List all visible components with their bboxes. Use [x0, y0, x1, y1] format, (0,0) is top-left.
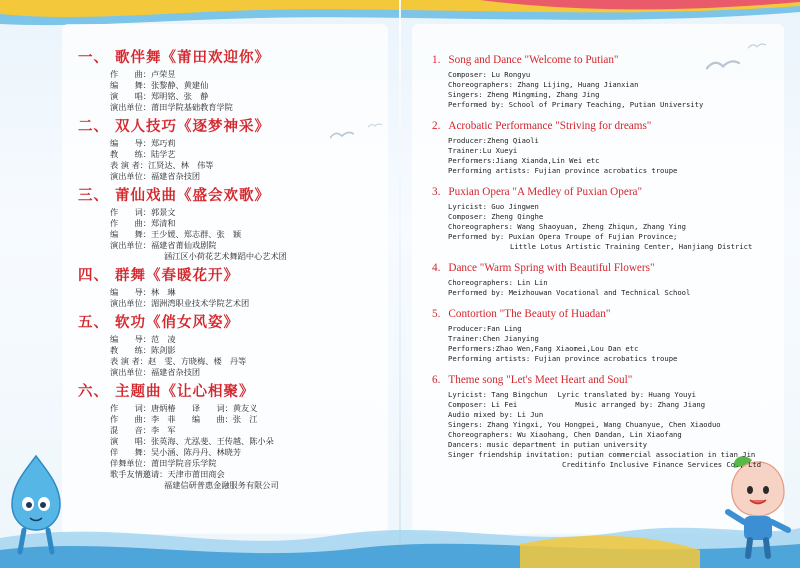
credit-text: 伴 舞：吴小涵、陈丹丹、林晓芳 — [110, 447, 242, 457]
page-fold-seam — [399, 0, 401, 568]
program-number: 五、 — [78, 314, 109, 331]
program-name: 歌伴舞《莆田欢迎你》 — [115, 49, 270, 66]
credit-text: 混 音：李 军 — [110, 425, 176, 435]
program-number: 三、 — [78, 187, 109, 204]
program-number: 1. — [432, 54, 441, 66]
credit-text: Composer: Li Fei — [448, 400, 518, 409]
program-number: 六、 — [78, 383, 109, 400]
english-program-list — [432, 53, 777, 479]
credit-line — [78, 218, 388, 229]
credit-text: 作 曲：李 菲 编 曲：张 江 — [110, 414, 258, 424]
program-title — [78, 314, 388, 332]
credit-text: 作 曲：卢荣昱 — [110, 69, 176, 79]
credit-text: 演 唱：郑明铭、张 静 — [110, 91, 209, 101]
seagull-icon — [748, 42, 766, 50]
credit-line: Composer: Zheng Qinghe — [448, 212, 544, 221]
credit-text: 编 导：范 凌 — [110, 334, 176, 344]
credit-line: Creditinfo Inclusive Finance Services Co., Ltd — [562, 460, 762, 469]
program-title — [78, 118, 388, 136]
credit-text: Music arranged by: Zhang Jiang — [575, 400, 706, 409]
credit-line: Producer:Fan Ling — [448, 324, 522, 333]
program-number: 4. — [432, 262, 441, 274]
credit-line: Producer:Zheng Qiaoli — [448, 136, 539, 145]
credit-text: 教 练：陈剑影 — [110, 345, 176, 355]
credit-line — [78, 458, 388, 469]
credit-line: Singer friendship invitation: putian commercial association in tian Jin — [448, 450, 756, 459]
credit-text: 表 演 者：赵 雯、方晓梅、楼 丹等 — [110, 356, 247, 366]
program-number: 3. — [432, 186, 441, 198]
credit-text: 编 导：林 琳 — [110, 287, 176, 297]
program-name: Song and Dance "Welcome to Putian" — [448, 54, 619, 66]
program-number: 二、 — [78, 118, 109, 135]
credit-line — [78, 160, 388, 171]
credit-line — [78, 102, 388, 113]
credit-text: 歌手友情邀请：天津市莆田商会 — [110, 469, 225, 479]
credit-line — [78, 356, 388, 367]
credit-line — [78, 207, 388, 218]
credit-line: Trainer:Lu Xueyi — [448, 146, 518, 155]
credit-text: 伴舞单位：莆田学院音乐学院 — [110, 458, 217, 468]
credit-line — [78, 91, 388, 102]
credit-line: 涵江区小荷花艺术舞蹈中心艺术团 — [164, 251, 287, 261]
credit-line — [78, 447, 388, 458]
program-title — [432, 185, 777, 199]
program-item-3-zh — [78, 187, 388, 262]
credit-line: Choreographers: Wang Shaoyuan, Zheng Zhiqun, Zhang Ying — [448, 222, 686, 231]
program-title — [78, 383, 388, 401]
program-title — [432, 373, 777, 387]
program-name: Theme song "Let's Meet Heart and Soul" — [448, 374, 633, 386]
program-item-1-zh — [78, 49, 388, 113]
program-name: 双人技巧《逐梦神采》 — [115, 118, 270, 135]
program-name: 软功《俏女风姿》 — [115, 314, 239, 331]
credit-text: 编 导：郑巧莉 — [110, 138, 176, 148]
chinese-program-list — [78, 49, 388, 496]
program-item-2-zh — [78, 118, 388, 182]
credit-text: 作 词：郭景文 — [110, 207, 176, 217]
credit-line — [78, 469, 388, 480]
credit-line: Lyricist: Guo Jingwen — [448, 202, 539, 211]
credit-line: Performing artists: Fujian province acrobatics troupe — [448, 166, 678, 175]
program-name: 主题曲《让心相聚》 — [115, 383, 255, 400]
credit-line — [78, 436, 388, 447]
credit-line: Choreographers: Zhang Lijing, Huang Jianxian — [448, 80, 639, 89]
credit-line — [78, 367, 388, 378]
credit-line: Singers: Zhang Yingxi, You Hongpei, Wang Chuanyue, Chen Xiaoduo — [448, 420, 721, 429]
program-title — [432, 119, 777, 133]
credit-text: 演出单位：福建省莆仙戏剧院 — [110, 240, 217, 250]
program-item-2-en — [432, 119, 777, 176]
credit-text: 演出单位：福建省杂技团 — [110, 367, 201, 377]
program-item-5-en — [432, 307, 777, 364]
credit-line — [78, 287, 388, 298]
credit-line: Trainer:Chen Jianying — [448, 334, 539, 343]
credit-line: Performed by: Puxian Opera Troupe of Fujian Province; — [448, 232, 678, 241]
program-item-1-en — [432, 53, 777, 110]
credit-line: Performing artists: Fujian province acrobatics troupe — [448, 354, 678, 363]
credit-text: 教 练：陆学艺 — [110, 149, 176, 159]
program-title — [78, 187, 388, 205]
credit-line — [432, 390, 777, 400]
credit-line — [78, 414, 388, 425]
credit-text: 演 唱：张英海、尤泓斐、王传越、陈小朵 — [110, 436, 274, 446]
credit-text: 演出单位：湄洲湾职业技术学院艺术团 — [110, 298, 250, 308]
credit-line — [78, 334, 388, 345]
credit-text: 表 演 者：江贤达、林 伟等 — [110, 160, 214, 170]
program-number: 2. — [432, 120, 441, 132]
credit-line — [78, 69, 388, 80]
credit-line: Choreographers: Wu Xiaohang, Chen Dandan, Lin Xiaofang — [448, 430, 682, 439]
program-item-4-zh — [78, 267, 388, 309]
credit-line: Singers: Zheng Mingming, Zhang Jing — [448, 90, 600, 99]
program-item-5-zh — [78, 314, 388, 378]
bottom-wave-decoration — [0, 498, 800, 568]
program-number: 6. — [432, 374, 441, 386]
credit-line: Choreographers: Lin Lin — [448, 278, 548, 287]
program-number: 一、 — [78, 49, 109, 66]
program-number: 四、 — [78, 267, 109, 284]
program-title — [432, 53, 777, 67]
credit-line — [78, 229, 388, 240]
credit-line: Little Lotus Artistic Training Center, Hanjiang District — [510, 242, 753, 251]
credit-line — [78, 80, 388, 91]
program-name: 莆仙戏曲《盛会欢歌》 — [115, 187, 270, 204]
credit-text: 作 词：唐炳椿 译 词：黄友义 — [110, 403, 258, 413]
credit-line: Composer: Lu Rongyu — [448, 70, 531, 79]
credit-line: Audio mixed by: Li Jun — [448, 410, 544, 419]
credit-text: Lyric translated by: Huang Youyi — [557, 390, 697, 399]
program-name: Puxian Opera "A Medley of Puxian Opera" — [448, 186, 643, 198]
program-item-6-en — [432, 373, 777, 470]
credit-text: 编 舞：张黎静、黄建仙 — [110, 80, 209, 90]
program-title — [78, 267, 388, 285]
program-number: 5. — [432, 308, 441, 320]
program-title — [432, 261, 777, 275]
program-item-6-zh — [78, 383, 388, 491]
credit-line — [432, 400, 777, 410]
program-title — [78, 49, 388, 67]
program-name: 群舞《春暖花开》 — [115, 267, 239, 284]
water-drop-mascot-icon — [6, 452, 64, 560]
credit-line — [78, 240, 388, 251]
program-item-4-en — [432, 261, 777, 298]
program-title — [432, 307, 777, 321]
credit-line: Performers:Zhao Wen,Fang Xiaomei,Lou Dan etc — [448, 344, 639, 353]
program-item-3-en — [432, 185, 777, 252]
program-name: Acrobatic Performance "Striving for dreams" — [448, 120, 652, 132]
credit-line: Dancers: music department in putian university — [448, 440, 648, 449]
credit-text: 编 舞：王少媛、郑志群、张 颖 — [110, 229, 242, 239]
credit-line: Performers:Jiang Xianda,Lin Wei etc — [448, 156, 600, 165]
credit-text: 演出单位：福建省杂技团 — [110, 171, 201, 181]
credit-line — [78, 345, 388, 356]
program-name: Dance "Warm Spring with Beautiful Flowers" — [448, 262, 655, 274]
credit-line — [78, 138, 388, 149]
credit-text: Lyricist: Tang Bingchun — [448, 390, 548, 399]
credit-line: 福建信研普惠金融服务有限公司 — [164, 480, 279, 490]
credit-line: Performed by: Meizhouwan Vocational and Technical School — [448, 288, 691, 297]
credit-text: 作 曲：郑清和 — [110, 218, 176, 228]
credit-text: 演出单位：莆田学院基础教育学院 — [110, 102, 233, 112]
credit-line — [78, 149, 388, 160]
program-name: Contortion "The Beauty of Huadan" — [448, 308, 611, 320]
credit-line — [78, 425, 388, 436]
credit-line — [78, 403, 388, 414]
credit-line — [78, 298, 388, 309]
credit-line — [78, 171, 388, 182]
credit-line: Performed by: School of Primary Teaching, Putian University — [448, 100, 704, 109]
